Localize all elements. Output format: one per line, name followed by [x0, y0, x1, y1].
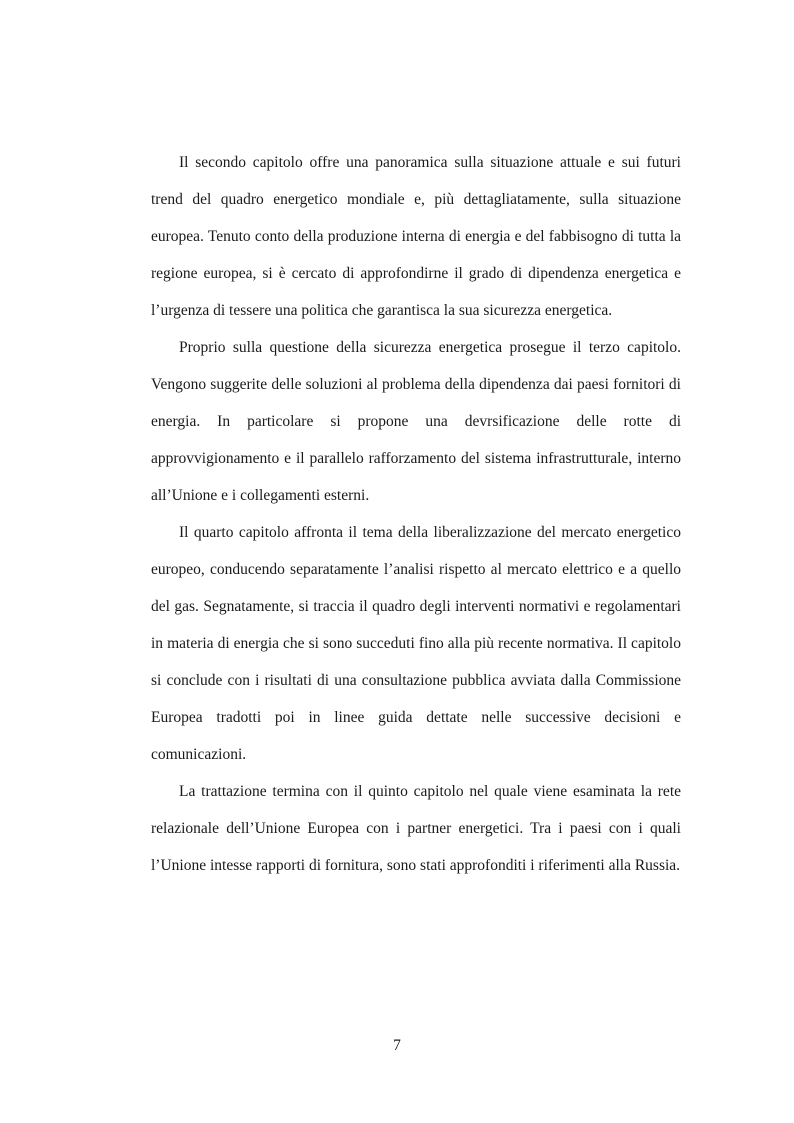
page-number: 7	[393, 1037, 401, 1054]
paragraph-1: Il secondo capitolo offre una panoramica sulla situazione attuale e sui futuri trend del quadro energetico mondiale e, più dettagliatamente, sulla situazione europea. Tenuto conto della produzione interna di energia e del fabbisogno di tutta la regione europea, si è cercato di approfondirne il grado di dipendenza energetica e l’urgenza di tessere una politica che garantisca la sua sicurezza energetica.	[151, 154, 681, 319]
body-text	[151, 144, 681, 884]
paragraph-4: La trattazione termina con il quinto capitolo nel quale viene esaminata la rete relazionale dell’Unione Europea con i partner energetici. Tra i paesi con i quali l’Unione intesse rapporti di fornitura, sono stati approfonditi i riferimenti alla Russia.	[151, 783, 681, 874]
paragraph-3: Il quarto capitolo affronta il tema della liberalizzazione del mercato energetico europeo, conducendo separatamente l’analisi rispetto al mercato elettrico e a quello del gas. Segnatamente, si traccia il quadro degli interventi normativi e regolamentari in materia di energia che si sono succeduti fino alla più recente normativa. Il capitolo si conclude con i risultati di una consultazione pubblica avviata dalla Commissione Europea tradotti poi in linee guida dettate nelle successive decisioni e comunicazioni.	[151, 524, 681, 763]
paragraph-2: Proprio sulla questione della sicurezza energetica prosegue il terzo capitolo. Vengono suggerite delle soluzioni al problema della dipendenza dai paesi fornitori di energia. In particolare si propone una devrsificazione delle rotte di approvvigionamento e il parallelo rafforzamento del sistema infrastrutturale, interno all’Unione e i collegamenti esterni.	[151, 339, 681, 504]
